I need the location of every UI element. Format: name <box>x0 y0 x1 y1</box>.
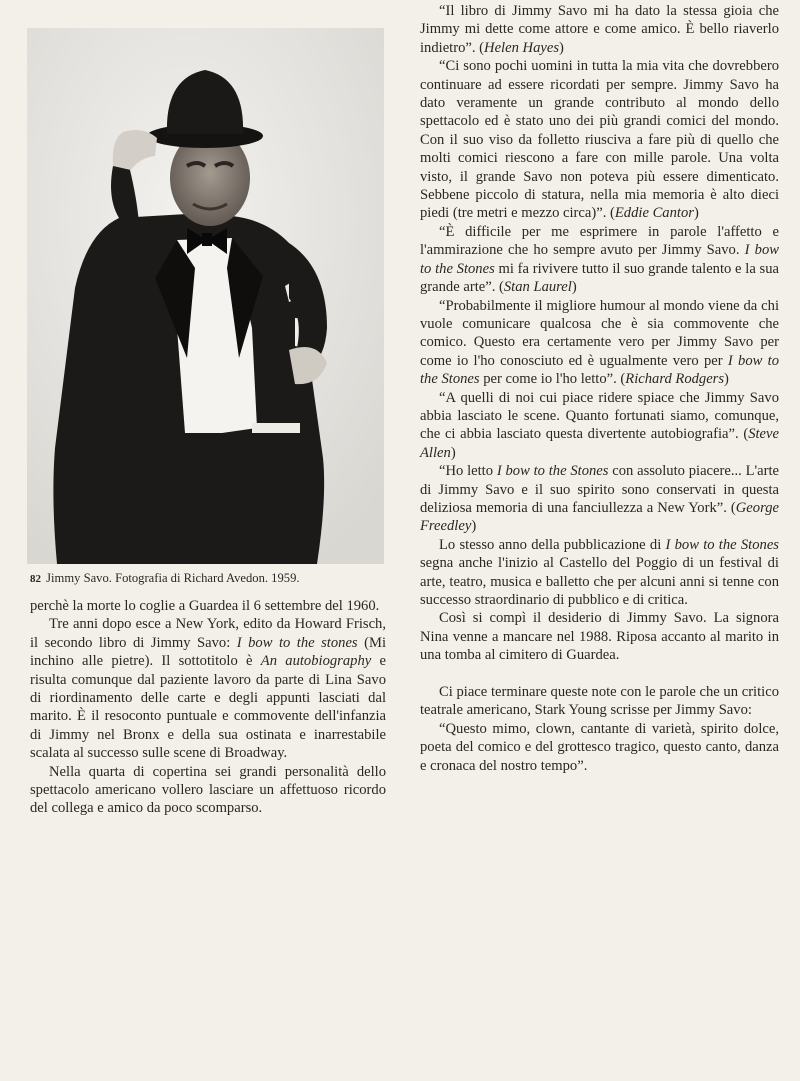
paragraph-gap <box>420 665 779 683</box>
quote: “Probabilmente il migliore humour al mondo viene da chi vuole comunicare qualcosa che è sia commovente che comico. Questo era certamente vero per Jimmy Savo per come io l'ho conosciuto ed è ugualmente vero per I bow to the Stones per come io l'ho letto”. (Richard Rodgers) <box>420 297 779 388</box>
quote-author: Eddie Cantor <box>614 205 694 222</box>
figure-caption-text: Jimmy Savo. Fotografia di Richard Avedon. 1959. <box>46 571 300 585</box>
quote-author: George Freedley <box>420 499 779 535</box>
paragraph: Lo stesso anno della pubblicazione di I bow to the Stones segna anche l'inizio al Castello del Poggio di un festival di arte, teatro, musica e balletto che per alcuni anni si tenne con successo straordinario di pubblico e di critica. <box>420 536 779 608</box>
closing-quote: “Questo mimo, clown, cantante di varietà, spirito dolce, poeta del comico e del grottesco tragico, questo canto, danza e cronaca del nostro tempo”. <box>420 720 779 774</box>
book-title: I bow to the Stones <box>420 242 779 277</box>
book-title: I bow to the Stones <box>420 352 779 388</box>
left-text-column <box>30 597 386 818</box>
quote-author: Stan Laurel <box>503 279 572 296</box>
paragraph: Ci piace terminare queste note con le parole che un critico teatrale americano, Stark Young scrisse per Jimmy Savo: <box>420 684 779 719</box>
figure-caption <box>30 571 390 587</box>
figure-number: 82 <box>30 573 41 585</box>
portrait-photo <box>27 28 384 564</box>
quote: “Il libro di Jimmy Savo mi ha dato la stessa gioia che Jimmy mi dette come attore e come amico. È bello riaverlo indietro”. (Helen Hayes) <box>420 3 779 56</box>
book-subtitle: An autobiography <box>260 653 372 670</box>
quote: “A quelli di noi cui piace ridere spiace che Jimmy Savo abbia lasciato le scene. Quanto fortunati siamo, comunque, che ci abbia lasciato questa divertente autobiografia”. (Steve Allen) <box>420 389 779 461</box>
quote-author: Steve Allen <box>420 426 779 461</box>
paragraph: Tre anni dopo esce a New York, edito da Howard Frisch, il secondo libro di Jimmy Savo: I bow to the stones (Mi inchino alle pietre). Il sottotitolo è An autobiography e risulta comunque dal paziente lavoro da parte di Lina Savo di riordinamento delle carte e degli appunti lasciati dal marito. È il resoconto puntuale e commovente dell'infanzia di Jimmy nel Bronx e della sua ostinata e inarrestabile scalata al successo sulle scene di Broadway. <box>30 616 386 762</box>
paragraph: perchè la morte lo coglie a Guardea il 6 settembre del 1960. <box>30 598 380 614</box>
book-title: I bow to the stones <box>236 634 358 651</box>
quote-author: Richard Rodgers <box>625 371 725 388</box>
quote: “Ci sono pochi uomini in tutta la mia vita che dovrebbero continuare ad essere ricordati per sempre. Jimmy Savo ha dato veramente un grande contributo al mondo dello spettacolo ed è stato uno dei più grandi comici del mondo. Con il suo viso da folletto riusciva a fare più di quello che molti comici riescono a fare con mille parole. Una volta visto, il grande Savo non poteva più essere dimenticato. Sebbene piccolo di statura, nella mia memoria è alto dieci piedi (tre metri e mezzo circa)”. (Eddie Cantor) <box>420 58 779 222</box>
quote: “È difficile per me esprimere in parole l'affetto e l'ammirazione che ho sempre avuto per Jimmy Savo. I bow to the Stones mi fa rivivere tutto il suo grande talento e la sua grande arte”. (Stan Laurel) <box>420 223 779 296</box>
quote-author: Helen Hayes <box>484 39 559 56</box>
book-title: I bow to the Stones <box>665 536 779 553</box>
book-title: I bow to the Stones <box>496 463 609 480</box>
right-text-column <box>420 2 779 775</box>
paragraph: Così si compì il desiderio di Jimmy Savo. La signora Nina venne a mancare nel 1988. Riposa accanto al marito in una tomba al cimitero di Guardea. <box>420 610 779 664</box>
paragraph: Nella quarta di copertina sei grandi personalità dello spettacolo americano vollero lasciare un affettuoso ricordo del collega e amico da poco scomparso. <box>30 763 386 817</box>
quote: “Ho letto I bow to the Stones con assoluto piacere... L'arte di Jimmy Savo e il suo spirito sono conservati in questa deliziosa memoria di una fanciullezza a New York”. (George Freedley) <box>420 463 779 535</box>
